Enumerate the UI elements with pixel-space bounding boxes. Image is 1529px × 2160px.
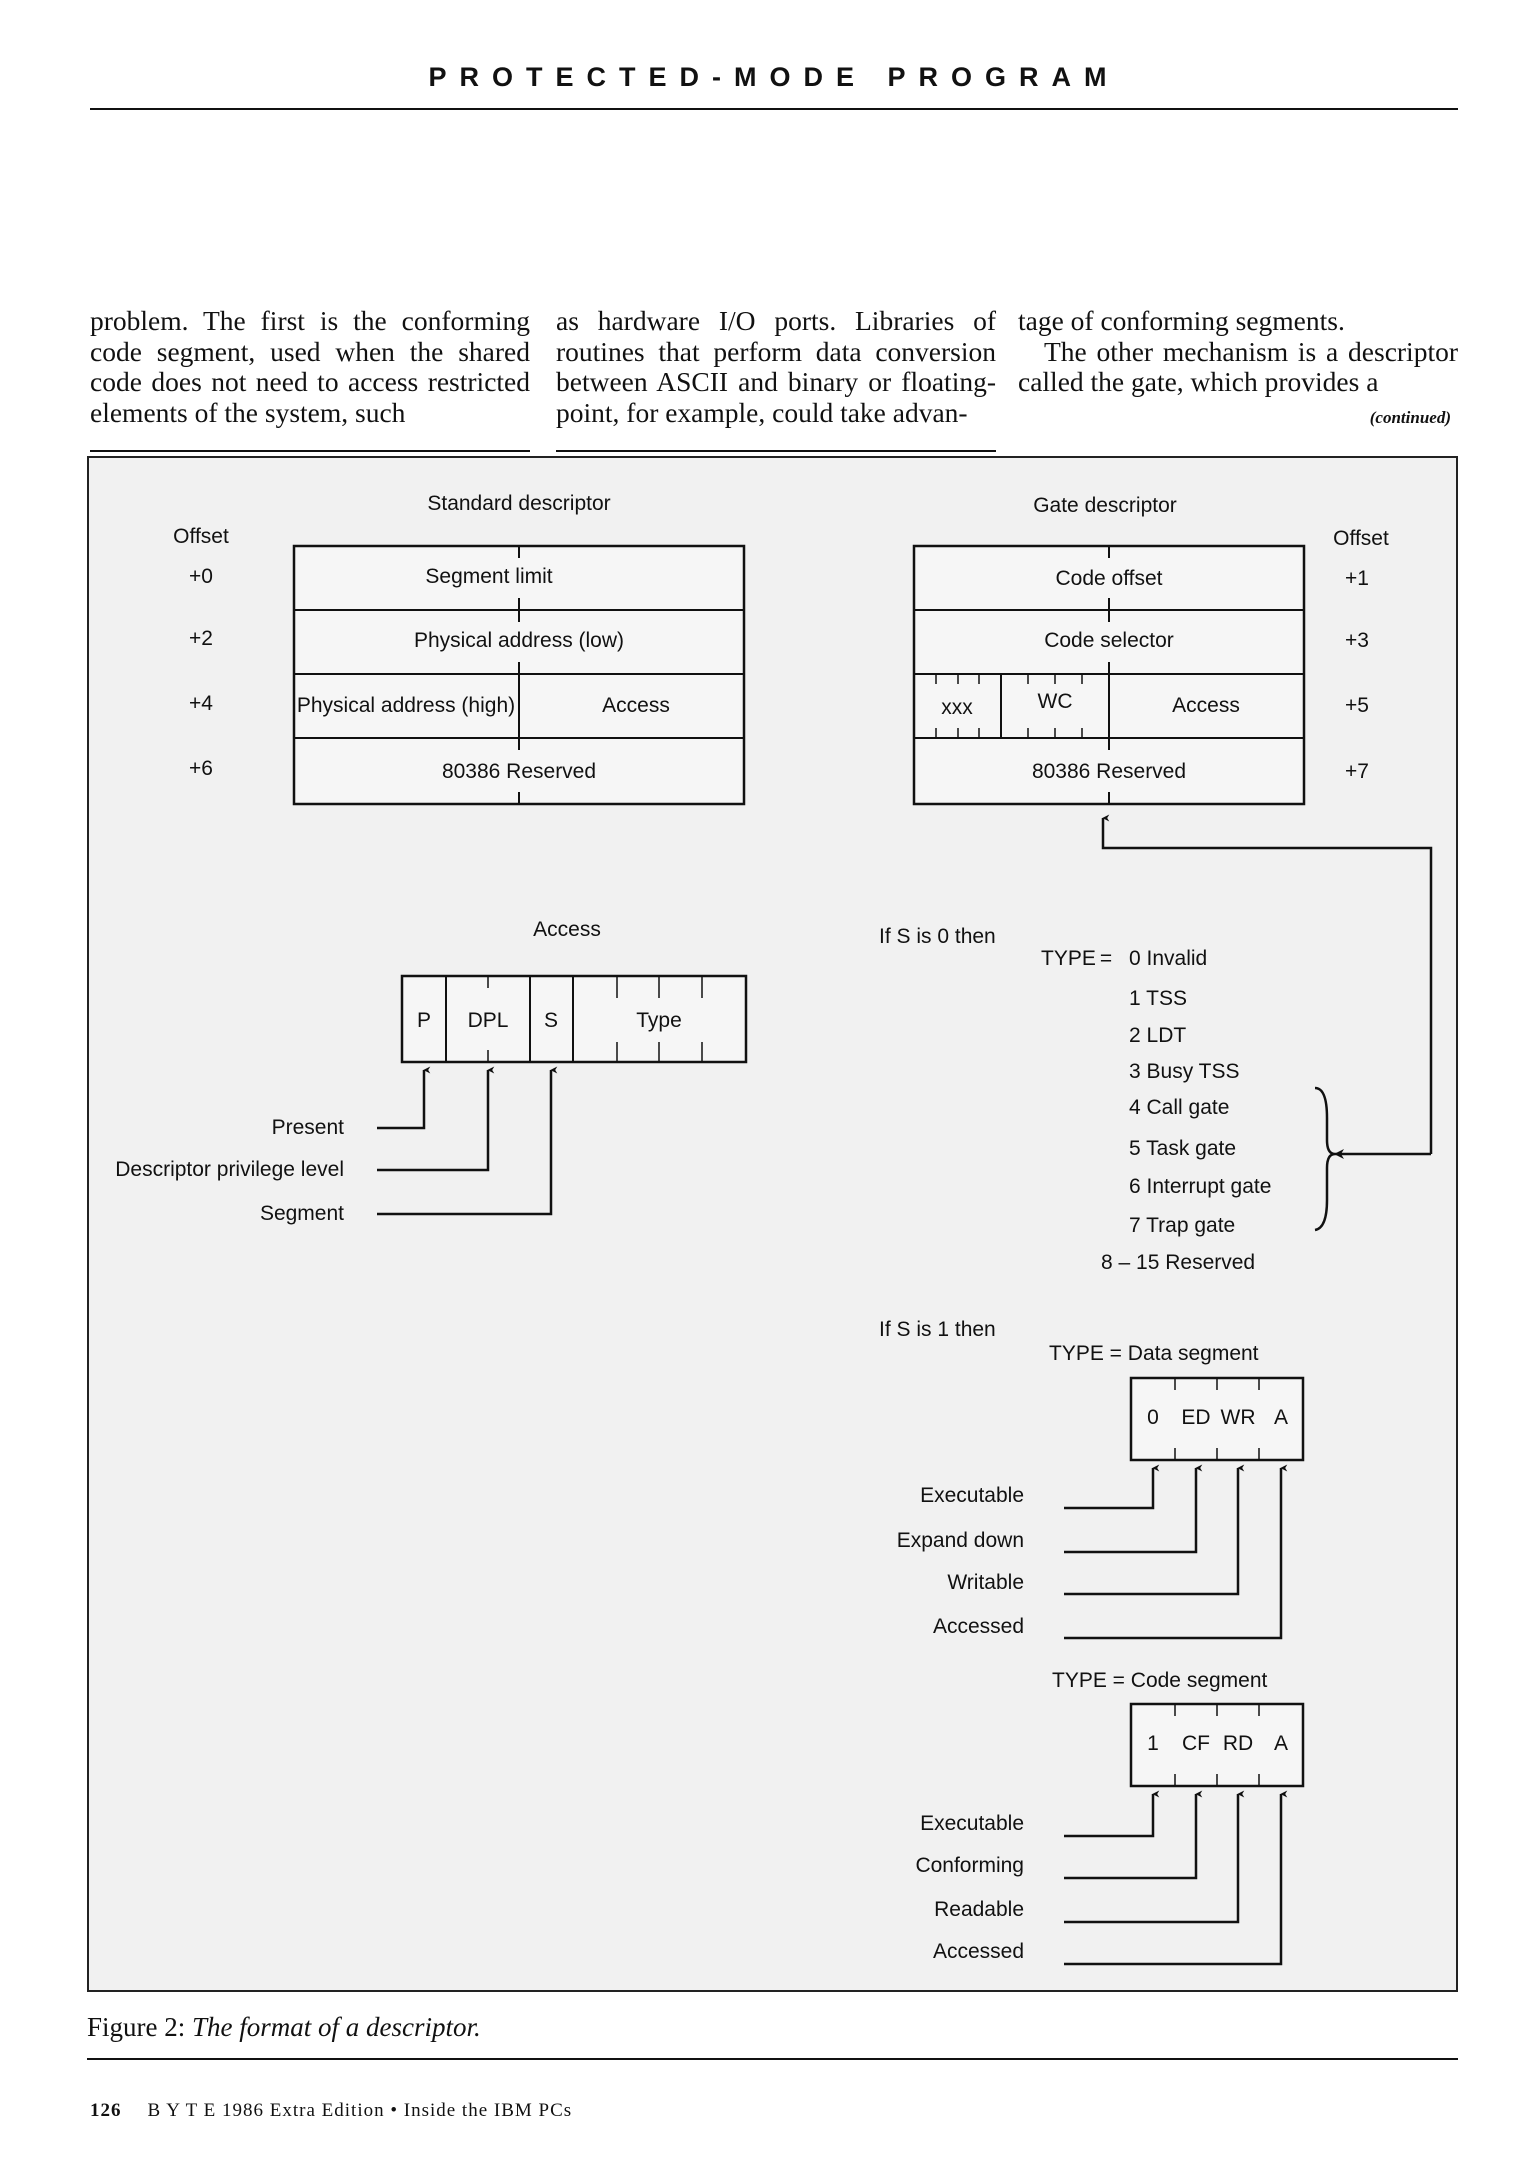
code-offset-field: Code offset [1055,567,1163,590]
type-value: 6 Interrupt gate [1129,1175,1272,1198]
code-type-line: TYPE = Code segment [1052,1669,1268,1692]
code-label: Executable [920,1812,1024,1835]
standard-access-field: Access [602,694,670,717]
dpl-label: Descriptor privilege level [115,1158,344,1181]
body-paragraph: tage of conforming segments. [1018,305,1345,336]
header-rule [90,108,1458,110]
page-footer [90,2100,572,2122]
s-zero-condition: If S is 0 then [879,925,996,948]
gate-access-field: Access [1172,694,1240,717]
gate-offset-label: Offset [1333,527,1389,550]
data-bit: A [1273,1406,1289,1429]
code-bit: RD [1222,1732,1254,1755]
access-byte-diagram [402,976,746,1062]
code-bit: CF [1182,1732,1210,1755]
code-bit: A [1273,1732,1289,1755]
s-zero-equals: = [1099,947,1113,970]
body-column-1 [90,306,530,428]
column-rule [90,450,530,452]
wc-field: WC [1037,690,1073,713]
gate-offset: +7 [1345,760,1369,783]
type-value: 7 Trap gate [1129,1214,1236,1237]
body-paragraph: The other mechanism is a descriptor called the gate, which provides a [1018,335,1458,397]
code-label: Conforming [915,1854,1024,1877]
gate-offset: +3 [1345,629,1369,652]
access-bit-s: S [543,1009,559,1032]
access-byte-arrows [377,1070,551,1214]
gate-offset: +5 [1345,694,1369,717]
data-segment-arrows [1064,1468,1281,1638]
type-value: 0 Invalid [1129,947,1208,970]
present-label: Present [271,1116,344,1139]
code-segment-arrows [1064,1794,1281,1964]
s-zero-type-label: TYPE [1041,947,1096,970]
type-value: 3 Busy TSS [1129,1060,1240,1083]
standard-offset: +0 [189,565,213,588]
publication-line: B Y T E 1986 Extra Edition • Inside the IBM PCs [147,2100,573,2121]
data-label: Executable [920,1484,1024,1507]
caption-text: The format of a descriptor. [192,2012,481,2042]
code-label: Accessed [932,1940,1024,1963]
body-paragraph: problem. The first is the conforming code segment, used when the shared code does not need to access restricted elements of the system, such [90,305,530,428]
column-rule [556,450,996,452]
body-column-3 [1018,306,1458,398]
running-title: PROTECTED-MODE PROGRAM [428,62,1120,92]
page-number: 126 [90,2100,122,2121]
data-label: Writable [947,1571,1024,1594]
access-bit-type: Type [636,1009,682,1032]
standard-offset: +6 [189,757,213,780]
data-bit: ED [1181,1406,1211,1429]
data-type-line: TYPE = Data segment [1049,1342,1259,1365]
type-value: 2 LDT [1129,1024,1187,1047]
type-value: 5 Task gate [1129,1137,1237,1160]
segment-label: Segment [259,1202,344,1225]
physical-address-high-field: Physical address (high) [296,694,516,717]
gate-types-brace [1315,1088,1335,1230]
descriptor-diagram [89,458,1460,1994]
gate-offset: +1 [1345,567,1369,590]
figure-2 [87,456,1458,1992]
xxx-field: xxx [941,696,973,719]
standard-offset: +4 [189,692,213,715]
code-bit: 1 [1147,1732,1159,1755]
standard-descriptor-title: Standard descriptor [427,492,611,515]
gate-reserved-field: 80386 Reserved [1031,760,1187,783]
data-bit: WR [1220,1406,1256,1429]
physical-address-low-field: Physical address (low) [413,629,625,652]
continued-note: (continued) [1369,408,1451,427]
s-one-condition: If S is 1 then [879,1318,996,1341]
segment-limit-field: Segment limit [425,565,553,588]
standard-offset: +2 [189,627,213,650]
type-value: 4 Call gate [1129,1096,1230,1119]
caption-label: Figure 2: [87,2012,186,2042]
standard-reserved-field: 80386 Reserved [441,760,597,783]
type-value: 8 – 15 Reserved [1101,1251,1256,1274]
access-byte-title: Access [533,918,601,941]
footer-rule [87,2058,1458,2060]
code-label: Readable [934,1898,1024,1921]
access-bit-dpl: DPL [467,1009,509,1032]
data-label: Accessed [932,1615,1024,1638]
standard-offset-label: Offset [173,525,229,548]
gate-descriptor-title: Gate descriptor [1033,494,1177,517]
body-paragraph: as hardware I/O ports. Libraries of routines that perform data conversion between ASCII and binary or floating-point, for example, could take advan- [556,305,996,428]
access-bit-p: P [416,1009,432,1032]
data-label: Expand down [896,1529,1024,1552]
code-selector-field: Code selector [1044,629,1174,652]
type-value: 1 TSS [1129,987,1187,1010]
figure-caption [87,2012,481,2043]
body-column-2 [556,306,996,428]
data-bit: 0 [1147,1406,1159,1429]
